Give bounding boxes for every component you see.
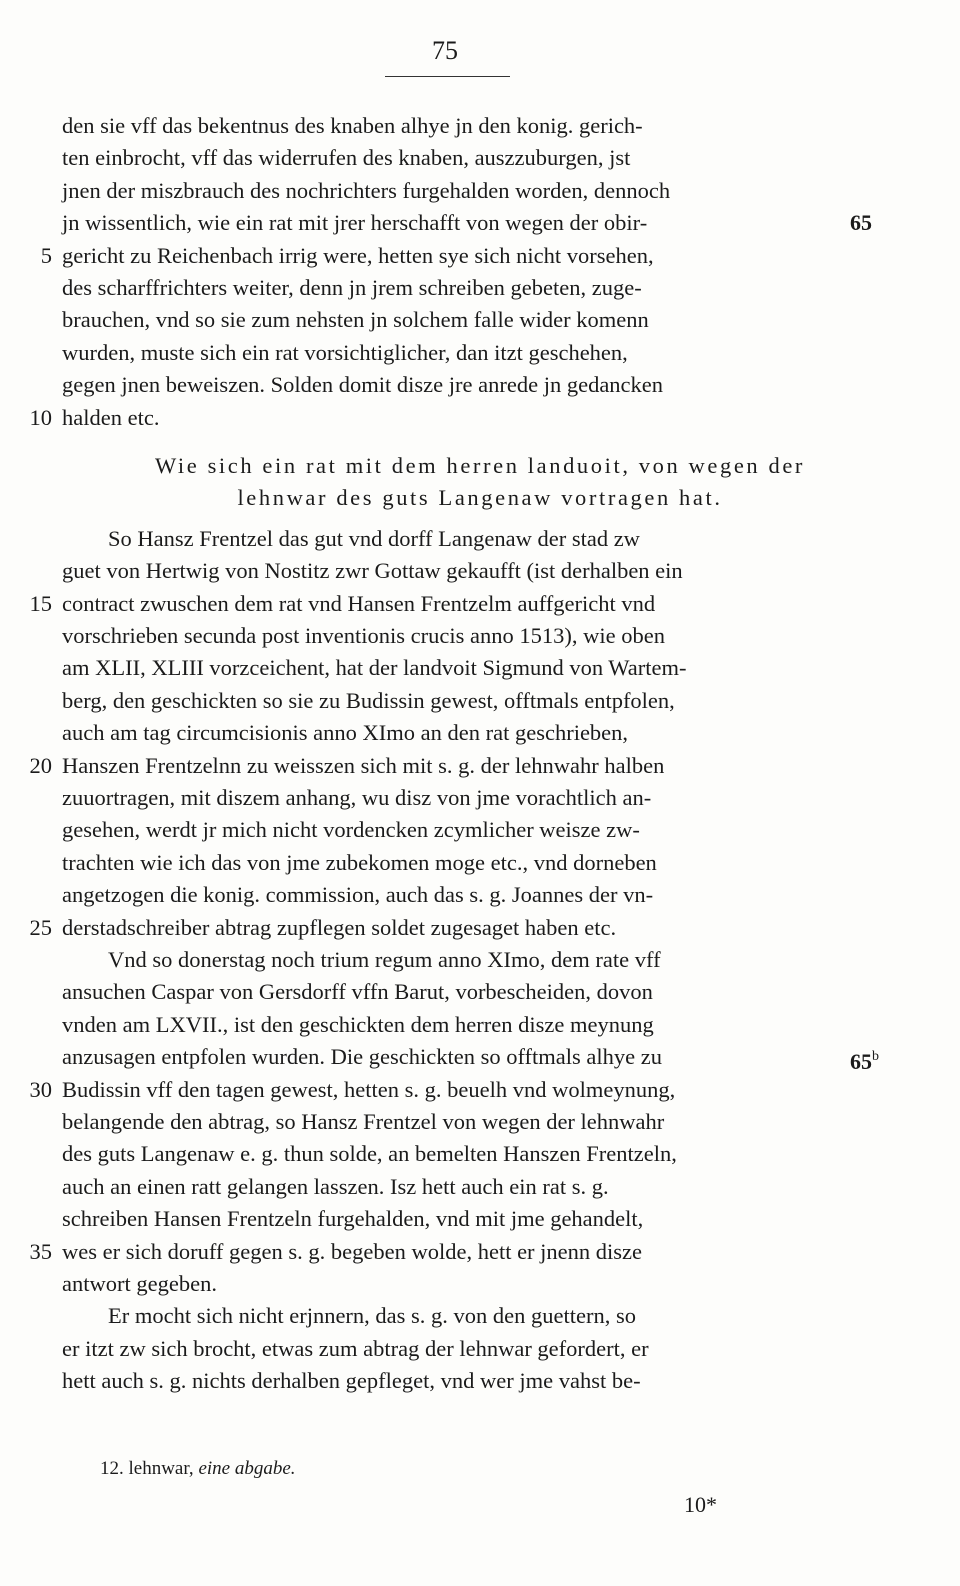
text-line: contract zwuschen dem rat vnd Hansen Frentzelm auffgericht vnd	[62, 590, 656, 616]
margin-folio-ref	[850, 208, 872, 238]
line-number: 20	[29, 752, 52, 778]
text-line: vnden am LXVII., ist den geschickten dem herren disze meynung	[62, 1011, 654, 1037]
text-line: er itzt zw sich brocht, etwas zum abtrag der lehnwar gefordert, er	[62, 1335, 649, 1361]
text-line: am XLII, XLIII vorzceichent, hat der landvoit Sigmund von Wartem-	[62, 655, 687, 681]
text-line: halden etc.	[62, 404, 160, 430]
text-line: berg, den geschickten so sie zu Budissin gewest, offtmals entpfolen,	[62, 687, 675, 713]
margin-folio-number: 65	[850, 1048, 872, 1074]
line-number: 30	[29, 1076, 52, 1102]
text-line: brauchen, vnd so sie zum nehsten jn solchem falle wider komenn	[62, 307, 649, 333]
section-heading-line: lehnwar des guts Langenaw vortragen hat.	[237, 485, 723, 511]
text-line: Hanszen Frentzelnn zu weisszen sich mit s. g. der lehnwahr halben	[62, 752, 665, 778]
text-line: gesehen, werdt jr mich nicht vordencken zcymlicher weisze zw-	[62, 817, 640, 843]
line-number: 25	[29, 914, 52, 940]
text-line: des scharffrichters weiter, denn jn jrem schreiben gebeten, zuge-	[62, 275, 642, 300]
text-line: hett auch s. g. nichts derhalben gepfleget, vnd wer jme vahst be-	[62, 1368, 641, 1394]
section-heading-line: Wie sich ein rat mit dem herren landuoit, von wegen der	[154, 453, 806, 478]
text-line: Er mocht sich nicht erjnnern, das s. g. von den guettern, so	[108, 1303, 637, 1329]
text-line: des guts Langenaw e. g. thun solde, an bemelten Hanszen Frentzeln,	[62, 1141, 677, 1167]
text-line: schreiben Hansen Frentzeln furgehalden, vnd mit jme gehandelt,	[62, 1206, 644, 1232]
line-number: 35	[29, 1238, 52, 1264]
line-number: 15	[29, 590, 52, 616]
footnote	[100, 1456, 296, 1482]
page-number-rule	[385, 76, 510, 77]
text-line: So Hansz Frentzel das gut vnd dorff Langenaw der stad zw	[108, 525, 640, 551]
text-line: Vnd so donerstag noch trium regum anno XImo, dem rate vff	[108, 947, 661, 972]
line-number: 10	[29, 404, 52, 430]
text-line: zuuortragen, mit diszem anhang, wu disz von jme vorachtlich an-	[62, 785, 652, 810]
text-line: gegen jnen beweiszen. Solden domit disze jre anrede jn gedancken	[62, 372, 664, 398]
text-line: angetzogen die konig. commission, auch das s. g. Joannes der vn-	[62, 882, 654, 908]
text-line: ansuchen Caspar von Gersdorff vffn Barut, vorbescheiden, dovon	[62, 979, 653, 1005]
text-line: derstadschreiber abtrag zupflegen soldet zugesaget haben etc.	[62, 914, 617, 940]
text-line: wurden, muste sich ein rat vorsichtiglicher, dan itzt geschehen,	[62, 339, 628, 365]
text-line: ten einbrocht, vff das widerrufen des knaben, auszzuburgen, jst	[62, 145, 631, 171]
margin-folio-side: b	[872, 1049, 879, 1065]
footnote-ref: 12. lehnwar,	[100, 1458, 194, 1479]
text-line: auch an einen ratt gelangen lasszen. Isz hett auch ein rat s. g.	[62, 1173, 609, 1199]
page-number: 75	[432, 36, 458, 65]
margin-folio-ref	[850, 1042, 879, 1076]
footnote-gloss: eine abgabe.	[198, 1458, 296, 1479]
text-line: auch am tag circumcisionis anno XImo an den rat geschrieben,	[62, 720, 629, 746]
text-line: antwort gegeben.	[62, 1271, 217, 1296]
text-line: Budissin vff den tagen gewest, hetten s. g. beuelh vnd wolmeynung,	[62, 1076, 676, 1102]
text-line: guet von Hertwig von Nostitz zwr Gottaw gekaufft (ist derhalben ein	[62, 558, 683, 584]
signature-mark: 10*	[684, 1492, 717, 1517]
text-line: jn wissentlich, wie ein rat mit jrer herschafft von wegen der obir-	[62, 210, 648, 236]
text-line: gericht zu Reichenbach irrig were, hetten sye sich nicht vorsehen,	[62, 242, 654, 268]
text-line: vorschrieben secunda post inventionis crucis anno 1513), wie oben	[62, 623, 665, 648]
line-number: 5	[40, 242, 52, 268]
text-line: trachten wie ich das von jme zubekomen moge etc., vnd dorneben	[62, 849, 657, 875]
text-line: anzusagen entpfolen wurden. Die geschickten so offtmals alhye zu	[62, 1044, 663, 1070]
text-line: den sie vff das bekentnus des knaben alhye jn den konig. gerich-	[62, 113, 643, 138]
text-line: jnen der miszbrauch des nochrichters furgehalden worden, dennoch	[62, 177, 671, 203]
text-line: wes er sich doruff gegen s. g. begeben wolde, hett er jnenn disze	[62, 1238, 643, 1264]
margin-folio-number: 65	[850, 210, 872, 236]
text-line: belangende den abtrag, so Hansz Frentzel von wegen der lehnwahr	[62, 1109, 665, 1134]
